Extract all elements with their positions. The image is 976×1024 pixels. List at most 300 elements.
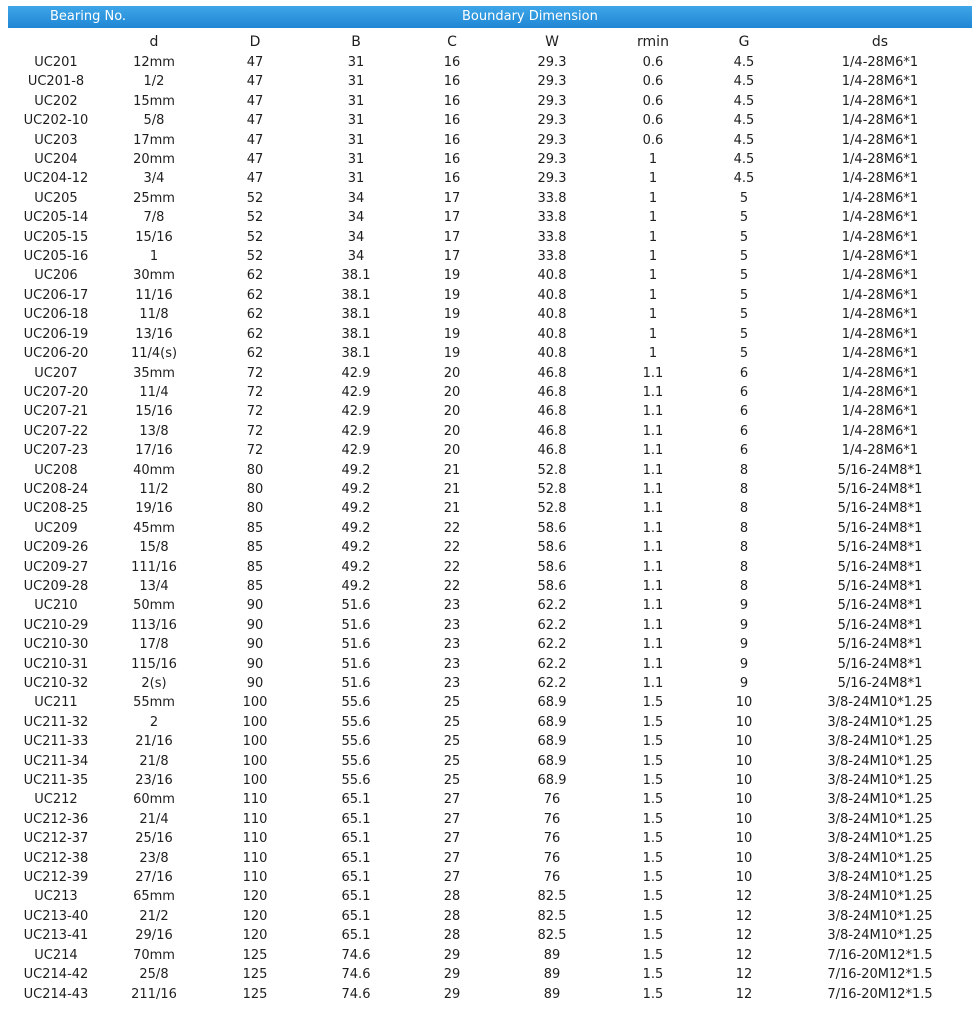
D-cell: 90 <box>246 598 264 614</box>
bearing-no-cell: UC205-16 <box>23 249 89 265</box>
D-cell: 125 <box>242 947 268 963</box>
ds-cell: 3/8-24M10*1.25 <box>827 831 933 847</box>
table-row <box>8 499 972 518</box>
C-cell: 16 <box>443 152 461 168</box>
B-cell: 42.9 <box>341 423 371 439</box>
C-cell: 23 <box>443 617 461 633</box>
D-cell: 100 <box>242 695 268 711</box>
W-cell: 40.8 <box>537 268 567 284</box>
column-header-row <box>8 31 972 53</box>
ds-cell: 3/8-24M10*1.25 <box>827 753 933 769</box>
W-cell: 29.3 <box>537 152 567 168</box>
ds-cell: 3/8-24M10*1.25 <box>827 870 933 886</box>
G-cell: 4.5 <box>733 93 755 109</box>
D-cell: 62 <box>246 287 264 303</box>
bearing-no-cell: UC214-43 <box>23 986 89 1002</box>
table-row <box>8 616 972 635</box>
table-row <box>8 965 972 984</box>
ds-cell: 1/4-28M6*1 <box>841 307 919 323</box>
G-cell: 9 <box>739 676 749 691</box>
G-cell: 12 <box>735 928 753 944</box>
D-cell: 62 <box>246 326 264 342</box>
B-cell: 51.6 <box>341 617 371 633</box>
bearing-no-cell: UC210-32 <box>23 676 89 691</box>
B-cell: 34 <box>347 229 365 245</box>
rmin-cell: 1 <box>648 229 658 245</box>
rmin-cell: 0.6 <box>642 74 664 90</box>
rmin-cell: 0.6 <box>642 55 664 70</box>
rmin-cell: 1.1 <box>642 501 664 517</box>
rmin-cell: 1 <box>648 210 658 226</box>
W-cell: 33.8 <box>537 249 567 265</box>
B-cell: 65.1 <box>341 831 371 847</box>
table-row <box>8 169 972 188</box>
ds-cell: 3/8-24M10*1.25 <box>827 928 933 944</box>
bearing-no-cell: UC214 <box>34 947 78 963</box>
W-cell: 62.2 <box>537 637 567 653</box>
rmin-cell: 1.5 <box>642 889 664 905</box>
table-row <box>8 422 972 441</box>
bearing-no-cell: UC207 <box>34 365 78 381</box>
bearing-no-cell: UC205-14 <box>23 210 89 226</box>
d-cell: 11/8 <box>139 307 169 323</box>
bearing-no-cell: UC208 <box>34 462 78 478</box>
ds-cell: 1/4-28M6*1 <box>841 132 919 148</box>
B-cell: 55.6 <box>341 753 371 769</box>
table-row <box>8 131 972 150</box>
table-row <box>8 849 972 868</box>
table-row <box>8 713 972 732</box>
rmin-cell: 1.5 <box>642 734 664 750</box>
bearing-no-cell: UC207-22 <box>23 423 89 439</box>
G-cell: 5 <box>739 190 749 206</box>
d-cell: 65mm <box>133 889 175 905</box>
d-cell: 1 <box>149 249 159 265</box>
rmin-cell: 1.5 <box>642 967 664 983</box>
bearing-no-cell: UC205-15 <box>23 229 89 245</box>
boundary-dimension-heading: Boundary Dimension <box>462 9 598 24</box>
D-cell: 100 <box>242 773 268 789</box>
ds-cell: 1/4-28M6*1 <box>841 249 919 265</box>
C-cell: 28 <box>443 908 461 924</box>
table-row <box>8 693 972 712</box>
B-cell: 31 <box>347 74 365 90</box>
d-cell: 5/8 <box>143 113 165 129</box>
W-cell: 29.3 <box>537 113 567 129</box>
C-cell: 16 <box>443 132 461 148</box>
d-cell: 15/16 <box>135 229 173 245</box>
C-cell: 22 <box>443 559 461 575</box>
ds-cell: 5/16-24M8*1 <box>837 637 923 653</box>
G-cell: 10 <box>735 734 753 750</box>
W-cell: 40.8 <box>537 346 567 362</box>
table-row <box>8 596 972 615</box>
ds-cell: 5/16-24M8*1 <box>837 540 923 556</box>
C-cell: 19 <box>443 287 461 303</box>
ds-cell: 3/8-24M10*1.25 <box>827 792 933 808</box>
bearing-no-cell: UC208-25 <box>23 501 89 517</box>
ds-cell: 3/8-24M10*1.25 <box>827 908 933 924</box>
rmin-cell: 0.6 <box>642 113 664 129</box>
d-cell: 11/16 <box>135 287 173 303</box>
C-cell: 19 <box>443 268 461 284</box>
table-row <box>8 538 972 557</box>
D-cell: 125 <box>242 986 268 1002</box>
W-cell: 40.8 <box>537 287 567 303</box>
B-cell: 49.2 <box>341 501 371 517</box>
G-cell: 5 <box>739 210 749 226</box>
ds-cell: 1/4-28M6*1 <box>841 55 919 70</box>
ds-cell: 7/16-20M12*1.5 <box>827 967 933 983</box>
table-row <box>8 868 972 887</box>
C-cell: 20 <box>443 423 461 439</box>
d-cell: 40mm <box>133 462 175 478</box>
C-cell: 27 <box>443 870 461 886</box>
rmin-cell: 1.5 <box>642 831 664 847</box>
C-cell: 29 <box>443 947 461 963</box>
rmin-cell: 1.1 <box>642 617 664 633</box>
D-cell: 47 <box>246 74 264 90</box>
ds-cell: 1/4-28M6*1 <box>841 93 919 109</box>
ds-cell: 3/8-24M10*1.25 <box>827 773 933 789</box>
bearing-no-cell: UC203 <box>34 132 78 148</box>
W-cell: 46.8 <box>537 443 567 459</box>
D-cell: 47 <box>246 171 264 187</box>
ds-cell: 1/4-28M6*1 <box>841 74 919 90</box>
table-row <box>8 887 972 906</box>
G-cell: 6 <box>739 404 749 420</box>
bearing-no-cell: UC213-41 <box>23 928 89 944</box>
D-cell: 110 <box>242 870 268 886</box>
B-cell: 38.1 <box>341 268 371 284</box>
table-row <box>8 985 972 1004</box>
ds-cell: 1/4-28M6*1 <box>841 268 919 284</box>
D-cell: 90 <box>246 637 264 653</box>
C-cell: 25 <box>443 714 461 730</box>
C-cell: 22 <box>443 520 461 536</box>
table-row <box>8 926 972 945</box>
C-cell: 16 <box>443 113 461 129</box>
B-cell: 65.1 <box>341 792 371 808</box>
bearing-no-cell: UC211 <box>34 695 78 711</box>
W-cell: 89 <box>543 986 561 1002</box>
D-cell: 72 <box>246 384 264 400</box>
C-cell: 25 <box>443 695 461 711</box>
table-row <box>8 208 972 227</box>
D-cell: 120 <box>242 889 268 905</box>
table-row <box>8 53 972 72</box>
B-cell: 49.2 <box>341 520 371 536</box>
W-cell: 76 <box>543 870 561 886</box>
ds-cell: 1/4-28M6*1 <box>841 404 919 420</box>
ds-cell: 5/16-24M8*1 <box>837 501 923 517</box>
W-cell: 76 <box>543 792 561 808</box>
rmin-cell: 1.5 <box>642 947 664 963</box>
G-cell: 8 <box>739 578 749 594</box>
column-header-bearing <box>8 31 104 53</box>
W-cell: 82.5 <box>537 928 567 944</box>
G-cell: 12 <box>735 986 753 1002</box>
bearing-no-cell: UC209-28 <box>23 578 89 594</box>
d-cell: 2 <box>149 714 159 730</box>
B-cell: 31 <box>347 132 365 148</box>
d-cell: 12mm <box>133 55 175 70</box>
W-cell: 29.3 <box>537 74 567 90</box>
B-cell: 51.6 <box>341 598 371 614</box>
rmin-cell: 1.1 <box>642 404 664 420</box>
C-cell: 28 <box>443 928 461 944</box>
G-cell: 4.5 <box>733 171 755 187</box>
B-cell: 31 <box>347 152 365 168</box>
table-row <box>8 247 972 266</box>
C-cell: 20 <box>443 384 461 400</box>
B-cell: 65.1 <box>341 850 371 866</box>
bearing-no-cell: UC209-27 <box>23 559 89 575</box>
rmin-cell: 1.1 <box>642 365 664 381</box>
C-cell: 21 <box>443 481 461 497</box>
column-header-W: W <box>545 34 559 50</box>
B-cell: 55.6 <box>341 773 371 789</box>
bearing-no-cell: UC202 <box>34 93 78 109</box>
B-cell: 31 <box>347 113 365 129</box>
G-cell: 6 <box>739 365 749 381</box>
B-cell: 65.1 <box>341 889 371 905</box>
G-cell: 12 <box>735 967 753 983</box>
D-cell: 110 <box>242 811 268 827</box>
bearing-no-cell: UC207-23 <box>23 443 89 459</box>
ds-cell: 1/4-28M6*1 <box>841 171 919 187</box>
d-cell: 17/8 <box>139 637 169 653</box>
ds-cell: 5/16-24M8*1 <box>837 520 923 536</box>
table-row <box>8 771 972 790</box>
D-cell: 100 <box>242 714 268 730</box>
B-cell: 42.9 <box>341 404 371 420</box>
table-row <box>8 752 972 771</box>
G-cell: 5 <box>739 307 749 323</box>
ds-cell: 1/4-28M6*1 <box>841 229 919 245</box>
rmin-cell: 1.5 <box>642 870 664 886</box>
D-cell: 110 <box>242 850 268 866</box>
C-cell: 25 <box>443 773 461 789</box>
W-cell: 89 <box>543 967 561 983</box>
ds-cell: 3/8-24M10*1.25 <box>827 734 933 750</box>
G-cell: 5 <box>739 249 749 265</box>
table-row <box>8 402 972 421</box>
C-cell: 27 <box>443 811 461 827</box>
G-cell: 4.5 <box>733 74 755 90</box>
W-cell: 62.2 <box>537 676 567 691</box>
d-cell: 25/8 <box>139 967 169 983</box>
W-cell: 68.9 <box>537 753 567 769</box>
d-cell: 15mm <box>133 93 175 109</box>
rmin-cell: 1 <box>648 268 658 284</box>
D-cell: 85 <box>246 578 264 594</box>
rmin-cell: 1.5 <box>642 773 664 789</box>
W-cell: 58.6 <box>537 559 567 575</box>
rmin-cell: 1.1 <box>642 443 664 459</box>
bearing-no-cell: UC210-30 <box>23 637 89 653</box>
rmin-cell: 1.5 <box>642 850 664 866</box>
bearing-no-cell: UC202-10 <box>23 113 89 129</box>
W-cell: 52.8 <box>537 501 567 517</box>
ds-cell: 1/4-28M6*1 <box>841 423 919 439</box>
C-cell: 17 <box>443 229 461 245</box>
G-cell: 10 <box>735 773 753 789</box>
d-cell: 17mm <box>133 132 175 148</box>
D-cell: 85 <box>246 540 264 556</box>
D-cell: 47 <box>246 55 264 70</box>
G-cell: 10 <box>735 870 753 886</box>
table-row <box>8 344 972 363</box>
D-cell: 90 <box>246 656 264 672</box>
d-cell: 13/16 <box>135 326 173 342</box>
table-row <box>8 325 972 344</box>
C-cell: 16 <box>443 74 461 90</box>
W-cell: 46.8 <box>537 404 567 420</box>
G-cell: 10 <box>735 714 753 730</box>
ds-cell: 1/4-28M6*1 <box>841 346 919 362</box>
table-row <box>8 946 972 965</box>
rmin-cell: 1.5 <box>642 928 664 944</box>
G-cell: 6 <box>739 443 749 459</box>
B-cell: 55.6 <box>341 695 371 711</box>
W-cell: 58.6 <box>537 520 567 536</box>
bearing-no-cell: UC211-34 <box>23 753 89 769</box>
G-cell: 6 <box>739 423 749 439</box>
G-cell: 5 <box>739 287 749 303</box>
C-cell: 25 <box>443 734 461 750</box>
ds-cell: 5/16-24M8*1 <box>837 578 923 594</box>
rmin-cell: 1.5 <box>642 908 664 924</box>
G-cell: 9 <box>739 637 749 653</box>
bearing-no-cell: UC211-33 <box>23 734 89 750</box>
B-cell: 38.1 <box>341 326 371 342</box>
rmin-cell: 1.1 <box>642 656 664 672</box>
table-row <box>8 558 972 577</box>
D-cell: 62 <box>246 307 264 323</box>
bearing-no-heading: Bearing No. <box>50 9 127 24</box>
D-cell: 80 <box>246 501 264 517</box>
table-row <box>8 364 972 383</box>
bearing-no-cell: UC211-35 <box>23 773 89 789</box>
bearing-dimension-table <box>8 31 972 1004</box>
d-cell: 113/16 <box>131 617 177 633</box>
B-cell: 42.9 <box>341 384 371 400</box>
B-cell: 38.1 <box>341 307 371 323</box>
table-body <box>8 53 972 1004</box>
bearing-no-cell: UC201-8 <box>27 74 85 90</box>
rmin-cell: 1 <box>648 152 658 168</box>
rmin-cell: 1 <box>648 346 658 362</box>
W-cell: 58.6 <box>537 540 567 556</box>
D-cell: 120 <box>242 908 268 924</box>
G-cell: 8 <box>739 559 749 575</box>
bearing-no-cell: UC211-32 <box>23 714 89 730</box>
table-row <box>8 655 972 674</box>
bearing-no-cell: UC206-20 <box>23 346 89 362</box>
d-cell: 23/16 <box>135 773 173 789</box>
d-cell: 15/16 <box>135 404 173 420</box>
G-cell: 12 <box>735 889 753 905</box>
C-cell: 16 <box>443 93 461 109</box>
W-cell: 62.2 <box>537 617 567 633</box>
ds-cell: 3/8-24M10*1.25 <box>827 811 933 827</box>
W-cell: 58.6 <box>537 578 567 594</box>
rmin-cell: 1.5 <box>642 753 664 769</box>
rmin-cell: 1.5 <box>642 695 664 711</box>
column-header-C: C <box>447 34 457 50</box>
d-cell: 55mm <box>133 695 175 711</box>
G-cell: 8 <box>739 501 749 517</box>
G-cell: 5 <box>739 268 749 284</box>
table-row <box>8 732 972 751</box>
table-row <box>8 480 972 499</box>
D-cell: 47 <box>246 93 264 109</box>
W-cell: 62.2 <box>537 656 567 672</box>
G-cell: 8 <box>739 520 749 536</box>
d-cell: 11/4(s) <box>130 346 178 362</box>
B-cell: 65.1 <box>341 811 371 827</box>
C-cell: 20 <box>443 404 461 420</box>
d-cell: 7/8 <box>143 210 165 226</box>
d-cell: 25/16 <box>135 831 173 847</box>
d-cell: 23/8 <box>139 850 169 866</box>
bearing-no-cell: UC212-36 <box>23 811 89 827</box>
B-cell: 74.6 <box>341 967 371 983</box>
d-cell: 21/8 <box>139 753 169 769</box>
d-cell: 30mm <box>133 268 175 284</box>
W-cell: 29.3 <box>537 171 567 187</box>
W-cell: 76 <box>543 850 561 866</box>
rmin-cell: 1.5 <box>642 792 664 808</box>
D-cell: 72 <box>246 423 264 439</box>
d-cell: 60mm <box>133 792 175 808</box>
B-cell: 55.6 <box>341 734 371 750</box>
column-header-rmin: rmin <box>637 34 669 50</box>
rmin-cell: 1.1 <box>642 462 664 478</box>
d-cell: 45mm <box>133 520 175 536</box>
G-cell: 4.5 <box>733 132 755 148</box>
table-row <box>8 635 972 654</box>
D-cell: 52 <box>246 190 264 206</box>
C-cell: 19 <box>443 307 461 323</box>
C-cell: 27 <box>443 850 461 866</box>
W-cell: 89 <box>543 947 561 963</box>
D-cell: 72 <box>246 365 264 381</box>
D-cell: 62 <box>246 268 264 284</box>
C-cell: 20 <box>443 443 461 459</box>
table-row <box>8 441 972 460</box>
table-row <box>8 286 972 305</box>
W-cell: 40.8 <box>537 307 567 323</box>
C-cell: 25 <box>443 753 461 769</box>
W-cell: 76 <box>543 811 561 827</box>
rmin-cell: 0.6 <box>642 132 664 148</box>
B-cell: 49.2 <box>341 559 371 575</box>
W-cell: 68.9 <box>537 773 567 789</box>
W-cell: 46.8 <box>537 384 567 400</box>
d-cell: 211/16 <box>131 986 177 1002</box>
G-cell: 10 <box>735 695 753 711</box>
d-cell: 15/8 <box>139 540 169 556</box>
table-row <box>8 92 972 111</box>
bearing-no-cell: UC206 <box>34 268 78 284</box>
table-row <box>8 228 972 247</box>
B-cell: 38.1 <box>341 287 371 303</box>
bearing-no-cell: UC207-21 <box>23 404 89 420</box>
W-cell: 82.5 <box>537 908 567 924</box>
B-cell: 49.2 <box>341 578 371 594</box>
